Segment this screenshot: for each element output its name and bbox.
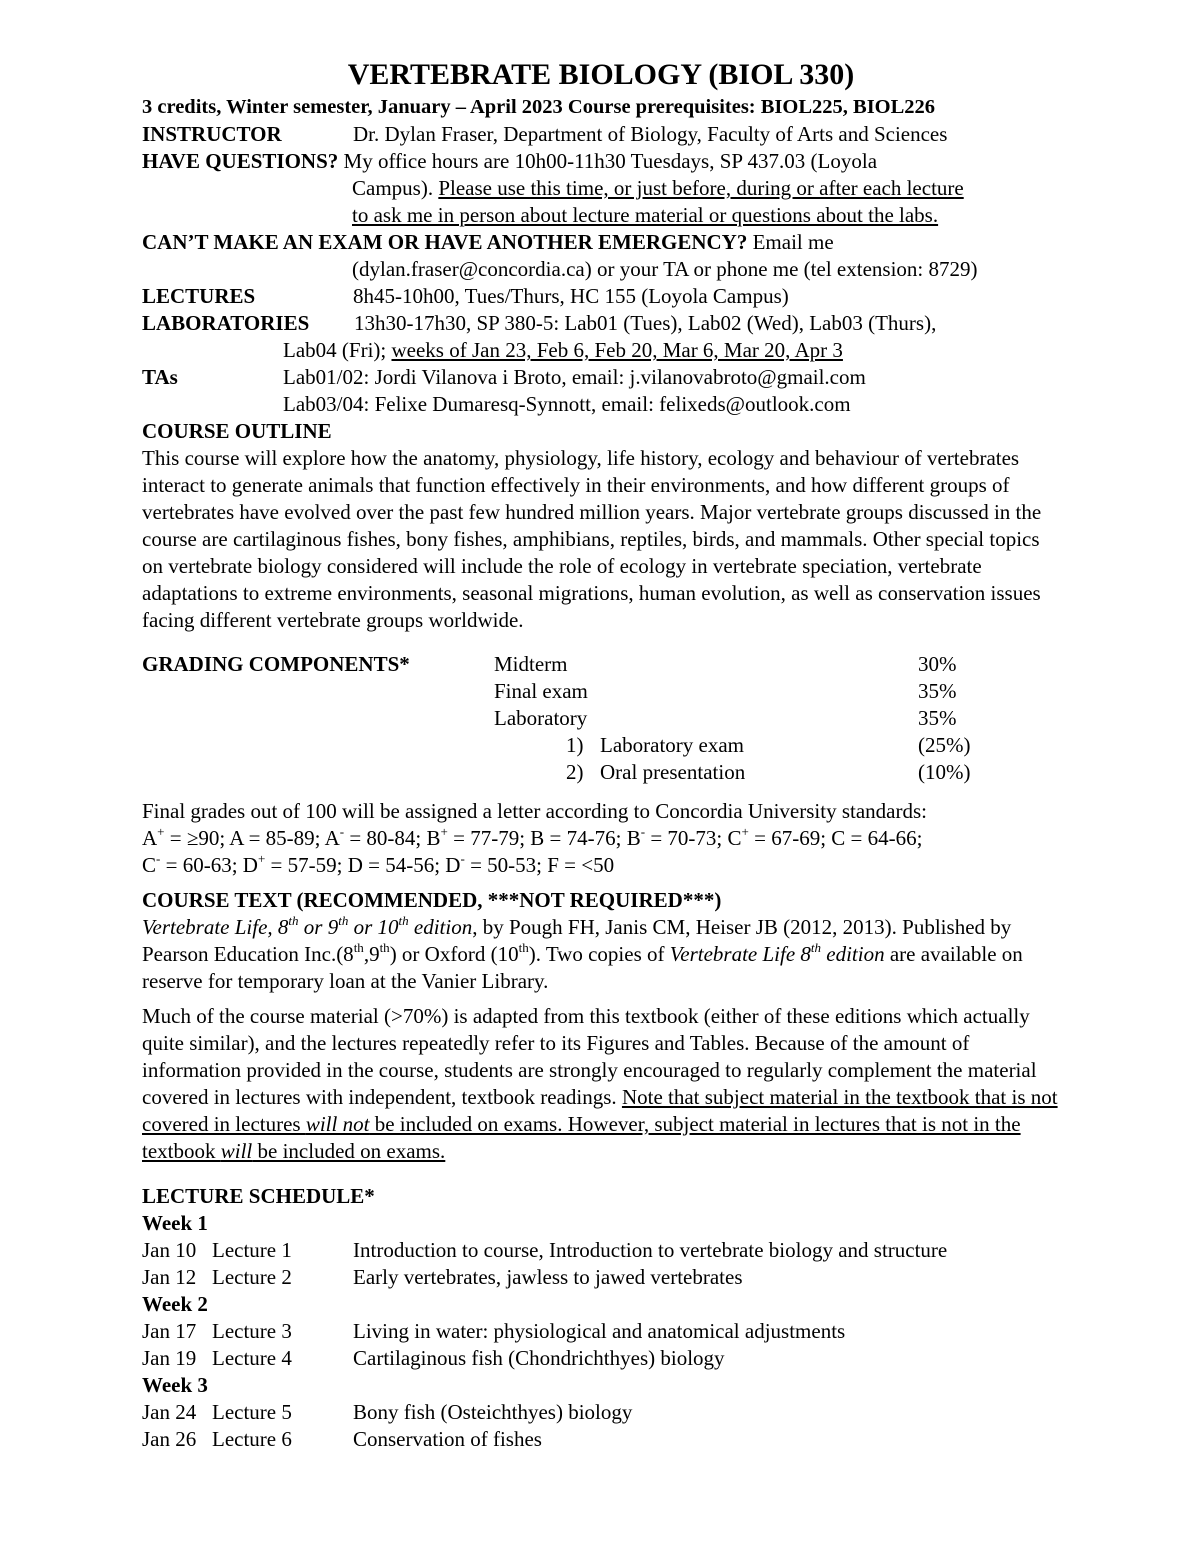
text-para2-plain: Much of the course material (>70%) is adapted from this textbook (either of these editions which actually quite similar), and the lectures repeatedly refer to its Figures and Tables. Because of the amount of information provided in the course, students are strongly encouraged to regularly complement the material covered in lectures with independent, textbook readings. — [142, 1004, 1037, 1109]
book-title: Vertebrate Life, 8th or 9th or 10th edition — [142, 913, 473, 939]
emergency-line1: Email me — [752, 230, 834, 254]
lecture-topic: Early vertebrates, jawless to jawed vertebrates — [353, 1265, 743, 1289]
lectures-row — [142, 283, 1060, 310]
lecture-row — [142, 1237, 1060, 1264]
tas-row — [142, 364, 1060, 391]
grading-item-name: Laboratory — [494, 706, 588, 730]
outline-text: This course will explore how the anatomy, physiology, life history, ecology and behaviour of vertebrates interact to generate animals that function effectively in their environments, and how different groups of vertebrates have evolved over the past few hundred million years. Major vertebrate groups discussed in the course are cartilaginous fishes, bony fishes, amphibians, reptiles, birds, and mammals. Other special topics on vertebrate biology considered will include the role of ecology in vertebrate speciation, vertebrate adaptations to extreme environments, seasonal migrations, human evolution, as well as conservation issues facing different vertebrate groups worldwide. — [142, 446, 1042, 632]
grading-scale-line1: A+ = ≥90; A = 85-89; A- = 80-84; B+ = 77-79; B = 74-76; B- = 70-73; C+ = 67-69; C = 64-66; — [142, 824, 923, 850]
emergency-row — [142, 229, 1060, 256]
lecture-number: Lecture 5 — [212, 1400, 292, 1424]
questions-line2-row — [142, 175, 1060, 202]
text-para2 — [142, 1003, 1060, 1165]
lecture-number: Lecture 1 — [212, 1238, 292, 1262]
tas-line2: Lab03/04: Felixe Dumaresq-Synnott, email: felixeds@outlook.com — [283, 392, 851, 416]
text-para1: Vertebrate Life, 8th or 9th or 10th edition, by Pough FH, Janis CM, Heiser JB (2012, 2013). Published by Pearson Education Inc.(8th,9th) or Oxford (10th). Two copies of Vertebrate Life 8th edition are available on reserve for temporary loan at the Vanier Library. — [142, 913, 1023, 993]
course-subtitle: 3 credits, Winter semester, January – April 2023 Course prerequisites: BIOL225, BIOL226 — [142, 96, 936, 118]
tas-label: TAs — [142, 365, 178, 389]
lecture-topic: Bony fish (Osteichthyes) biology — [353, 1400, 633, 1424]
lecture-date: Jan 17 — [142, 1319, 197, 1343]
instructor-row — [142, 121, 1060, 148]
week-label: Week 3 — [142, 1373, 208, 1397]
grading-item-name: Laboratory exam — [600, 733, 745, 757]
grading-item-name: Final exam — [494, 679, 588, 703]
grading-item — [494, 678, 1060, 705]
tas-line2-row — [142, 391, 1060, 418]
grading-item — [494, 651, 1060, 678]
page-title: VERTEBRATE BIOLOGY (BIOL 330) — [347, 58, 855, 91]
grading-item-percent: (25%) — [918, 733, 971, 757]
lecture-date: Jan 19 — [142, 1346, 197, 1370]
schedule-heading: LECTURE SCHEDULE* — [142, 1184, 375, 1208]
lecture-row — [142, 1318, 1060, 1345]
instructor-value: Dr. Dylan Fraser, Department of Biology, Faculty of Arts and Sciences — [353, 122, 948, 146]
lecture-row — [142, 1345, 1060, 1372]
lecture-row — [142, 1264, 1060, 1291]
grading-item-percent: 30% — [918, 652, 957, 676]
syllabus-page — [142, 56, 1060, 1453]
book-authors: , by Pough FH, Janis CM, Heiser JB (2012, 2013). — [472, 915, 897, 939]
grading-item-number: 2) — [566, 760, 584, 784]
lecture-number: Lecture 2 — [212, 1265, 292, 1289]
schedule-list — [142, 1210, 1060, 1453]
lectures-label: LECTURES — [142, 284, 256, 308]
grading-item — [494, 759, 1060, 786]
grading-item-name: Oral presentation — [600, 760, 746, 784]
lecture-date: Jan 24 — [142, 1400, 197, 1424]
labs-line2-plain: Lab04 (Fri); — [283, 338, 392, 362]
lecture-date: Jan 12 — [142, 1265, 197, 1289]
lecture-topic: Living in water: physiological and anatomical adjustments — [353, 1319, 846, 1343]
grading-section — [142, 651, 1060, 786]
text-heading: COURSE TEXT (RECOMMENDED, ***NOT REQUIRED***) — [142, 888, 722, 912]
labs-row — [142, 310, 1060, 337]
questions-row — [142, 148, 1060, 175]
grading-scale-line2: C- = 60-63; D+ = 57-59; D = 54-56; D- = 50-53; F = <50 — [142, 851, 615, 877]
emergency-line2-row — [142, 256, 1060, 283]
grading-item — [494, 705, 1060, 732]
grading-item-number: 1) — [566, 733, 584, 757]
grading-scale-intro: Final grades out of 100 will be assigned a letter according to Concordia University standards: — [142, 799, 927, 823]
instructor-label: INSTRUCTOR — [142, 122, 282, 146]
lecture-row — [142, 1426, 1060, 1453]
labs-line1: 13h30-17h30, SP 380-5: Lab01 (Tues), Lab02 (Wed), Lab03 (Thurs), — [354, 311, 937, 335]
questions-line1: My office hours are 10h00-11h30 Tuesdays, SP 437.03 (Loyola — [343, 149, 878, 173]
labs-line2-row — [142, 337, 1060, 364]
lecture-number: Lecture 3 — [212, 1319, 292, 1343]
emergency-label: CAN’T MAKE AN EXAM OR HAVE ANOTHER EMERGENCY? — [142, 230, 748, 254]
labs-label: LABORATORIES — [142, 311, 310, 335]
outline-heading: COURSE OUTLINE — [142, 419, 332, 443]
lecture-topic: Conservation of fishes — [353, 1427, 542, 1451]
lecture-number: Lecture 6 — [212, 1427, 292, 1451]
questions-line3-underlined: to ask me in person about lecture material or questions about the labs. — [352, 203, 939, 227]
lectures-value: 8h45-10h00, Tues/Thurs, HC 155 (Loyola Campus) — [353, 284, 789, 308]
questions-line2-underlined: Please use this time, or just before, during or after each lecture — [438, 176, 964, 200]
lecture-number: Lecture 4 — [212, 1346, 292, 1370]
questions-line2-plain: Campus). — [352, 176, 439, 200]
lecture-date: Jan 10 — [142, 1238, 197, 1262]
text-para2-underlined: Note that subject material in the textbook that is not covered in lectures will not be included on exams. However, subject material in lectures that is not in the textbook will be included on exams. — [142, 1085, 1058, 1163]
grading-item — [494, 732, 1060, 759]
labs-line2-underlined: weeks of Jan 23, Feb 6, Feb 20, Mar 6, Mar 20, Apr 3 — [391, 338, 843, 362]
questions-label: HAVE QUESTIONS? — [142, 149, 339, 173]
week-label: Week 1 — [142, 1211, 208, 1235]
lecture-row — [142, 1399, 1060, 1426]
grading-heading: GRADING COMPONENTS* — [142, 652, 410, 676]
lecture-date: Jan 26 — [142, 1427, 197, 1451]
grading-item-percent: (10%) — [918, 760, 971, 784]
lecture-topic: Introduction to course, Introduction to vertebrate biology and structure — [353, 1238, 948, 1262]
lecture-topic: Cartilaginous fish (Chondrichthyes) biology — [353, 1346, 725, 1370]
grading-item-name: Midterm — [494, 652, 568, 676]
week-label: Week 2 — [142, 1292, 208, 1316]
emergency-line2: (dylan.fraser@concordia.ca) or your TA or phone me (tel extension: 8729) — [352, 257, 978, 281]
grading-item-percent: 35% — [918, 679, 957, 703]
questions-line3-row — [142, 202, 1060, 229]
grading-item-percent: 35% — [918, 706, 957, 730]
tas-line1: Lab01/02: Jordi Vilanova i Broto, email: j.vilanovabroto@gmail.com — [283, 365, 866, 389]
